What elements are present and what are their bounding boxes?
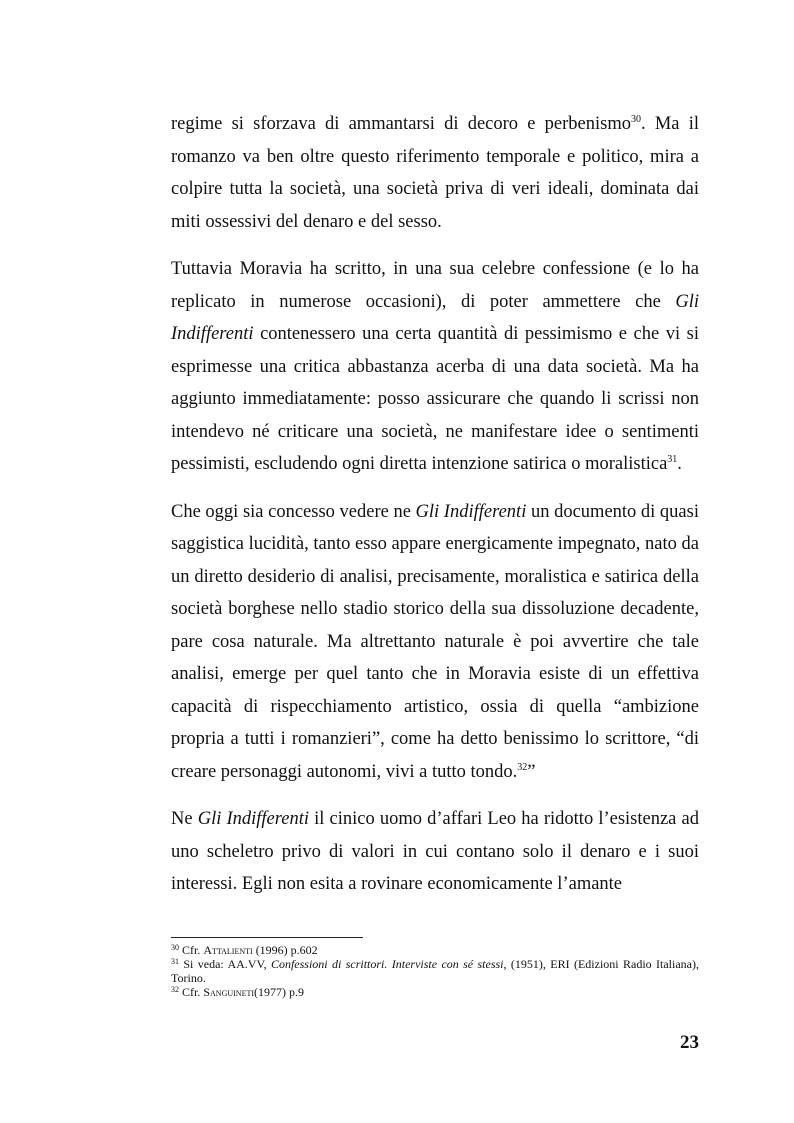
- book-title: Gli Indifferenti: [415, 501, 527, 522]
- footnote-ref-30: 30: [631, 114, 641, 125]
- paragraph-4: Ne Gli Indifferenti il cinico uomo d’affari Leo ha ridotto l’esistenza ad uno scheletro privo di valori in cui contano solo il denaro e i suoi interessi. Egli non esita a rovinare economicamente l’amante: [171, 809, 699, 894]
- footnote-ref-32: 32: [517, 761, 528, 773]
- footnote-author: Sanguineti: [203, 985, 255, 999]
- paragraph-3: Che oggi sia concesso vedere ne Gli Indifferenti un documento di quasi saggistica lucidità, tanto esso appare energicamente impegnato, nato da un diretto desiderio di analisi, precisamente, moralistica e satirica della società borghese nello stadio storico della sua dissoluzione decadente, pare cosa naturale. Ma altrettanto naturale è poi avvertire che tale analisi, emerge per quel tanto che in Moravia esiste di un effettiva capacità di rispecchiamento artistico, ossia di quella “ambizione propria a tutti i romanzieri”, come ha detto benissimo lo scrittore, “di creare personaggi autonomi, vivi a tutto tondo.$^{32}$”: [171, 501, 699, 782]
- footnotes: [171, 943, 699, 999]
- footnote-separator: [171, 937, 363, 938]
- paragraph-2: Tuttavia Moravia ha scritto, in una sua celebre confessione (e lo ha replicato in numerose occasioni), di poter ammettere che Gli Indifferenti contenessero una certa quantità di pessimismo e che vi si esprimesse una critica abbastanza acerba di una data società. Ma ha aggiunto immediatamente: posso assicurare che quando li scrissi non intendevo né criticare una società, ne manifestare idee o sentimenti pessimisti, escludendo ogni diretta intenzione satirica o moralistica$^{31}$.: [171, 259, 699, 474]
- footnote-30: $^{30}$ Cfr. Attalienti (1996) p.602: [171, 943, 318, 957]
- footnote-ref-31: 31: [667, 454, 678, 465]
- footnote-31: $^{31}$ Si veda: AA.VV, Confessioni di scrittori. Interviste con sé stessi, (1951), ERI (Edizioni Radio Italiana), Torino.: [171, 957, 699, 985]
- paragraph-1: regime si sforzava di ammantarsi di decoro e perbenismo$^{30}$. Ma il romanzo va ben oltre questo riferimento temporale e politico, mira a colpire tutta la società, una società priva di veri ideali, dominata dai miti ossessivi del denaro e del sesso.: [171, 114, 699, 232]
- body-text: [171, 108, 699, 916]
- footnote-title: Confessioni di scrittori. Interviste con sé stessi: [270, 957, 504, 971]
- page-number: 23: [680, 1032, 699, 1053]
- footnote-author: Attalienti: [203, 943, 253, 957]
- book-title: Gli Indifferenti: [171, 291, 699, 344]
- book-title: Gli Indifferenti: [197, 809, 310, 829]
- footnote-32: $^{32}$ Cfr. Sanguineti(1977) p.9: [171, 985, 305, 999]
